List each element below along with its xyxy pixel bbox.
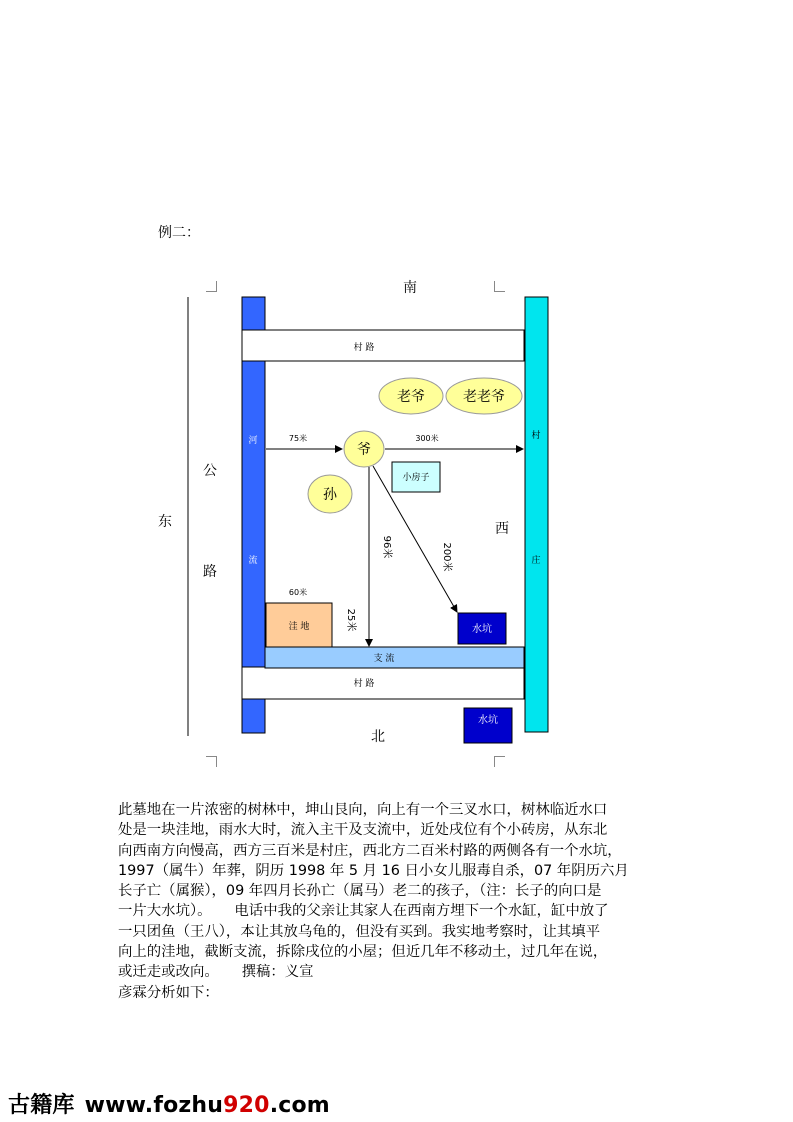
laolaoye-label: 老老爷	[463, 389, 505, 405]
distance-25m: 25米	[345, 608, 356, 632]
paragraph-line: 彦霖分析如下：	[118, 984, 219, 1001]
paragraph-line: 处是一块洼地，雨水大时，流入主干及支流中，近处戌位有个小砖房，从东北	[118, 822, 608, 839]
east-label: 东	[158, 514, 172, 530]
village-label-2: 庄	[531, 556, 541, 566]
north-label: 北	[371, 729, 385, 745]
village-road-top	[242, 330, 524, 361]
small-house-label: 小房子	[402, 473, 430, 483]
river-label-2: 流	[248, 556, 258, 566]
paragraph-line: 向上的洼地，截断支流，拆除戌位的小屋；但近几年不移动土，过几年在说，	[118, 944, 608, 961]
example-heading: 例二：	[158, 225, 200, 241]
description-paragraph	[118, 800, 678, 1003]
water-pit-2-label: 水坑	[478, 715, 498, 726]
water-pit-1-label: 水坑	[472, 624, 492, 635]
footer-url-prefix: www.fozhu	[84, 1093, 224, 1118]
paragraph-line: 或迁走或改向。 撰稿：义宣	[118, 964, 314, 981]
paragraph-line: 向西南方向慢高，西方三百米是村庄，西北方二百米村路的两侧各有一个水坑，	[118, 842, 622, 859]
village-road-bottom	[242, 667, 524, 699]
river-segment-middle	[242, 361, 265, 667]
highway-label-1: 公	[203, 463, 217, 479]
paragraph-line: 此墓地在一片浓密的树林中，坤山艮向，向上有一个三叉水口，树林临近水口	[118, 802, 608, 818]
footer-url-number: 920	[223, 1093, 270, 1118]
distance-200m: 200米	[441, 542, 452, 572]
south-label: 南	[403, 280, 417, 296]
tributary-label: 支 流	[373, 654, 395, 664]
paragraph-line: 长子亡（属猴），09 年四月长孙亡（属马）老二的孩子，（注：长子的向口是	[118, 883, 602, 900]
distance-96m: 96米	[381, 535, 392, 559]
sun-label: 孙	[323, 487, 337, 503]
footer-url-suffix: .com	[269, 1093, 330, 1118]
distance-60m: 60米	[288, 588, 308, 597]
paragraph-line: 一片大水坑）。 电话中我的父亲让其家人在西南方埋下一个水缸，缸中放了	[118, 903, 609, 920]
tributary	[265, 647, 524, 668]
distance-300m: 300米	[415, 434, 439, 443]
river-segment-top	[242, 297, 265, 330]
footer-watermark	[8, 1088, 330, 1119]
footer-site-name: 古籍库	[8, 1093, 75, 1118]
ye-label: 爷	[357, 442, 371, 458]
village-bar	[525, 297, 548, 732]
paragraph-line: 一只团鱼（王八），本让其放乌龟的，但没有买到。我实地考察时，让其填平	[118, 923, 601, 940]
west-label: 西	[495, 521, 509, 537]
village-road-top-label: 村 路	[353, 343, 375, 353]
distance-75m: 75米	[288, 434, 308, 443]
lowland-label: 洼 地	[288, 622, 310, 632]
highway-label-2: 路	[203, 564, 217, 580]
river-label-1: 河	[248, 436, 258, 446]
village-label-1: 村	[531, 431, 541, 441]
paragraph-line: 1997（属牛）年葬，阴历 1998 年 5 月 16 日小女儿服毒自杀，07 年阴历六月	[118, 862, 629, 879]
laoye-label: 老爷	[397, 389, 425, 405]
river-segment-bottom	[242, 699, 265, 733]
village-road-bottom-label: 村 路	[353, 679, 375, 689]
